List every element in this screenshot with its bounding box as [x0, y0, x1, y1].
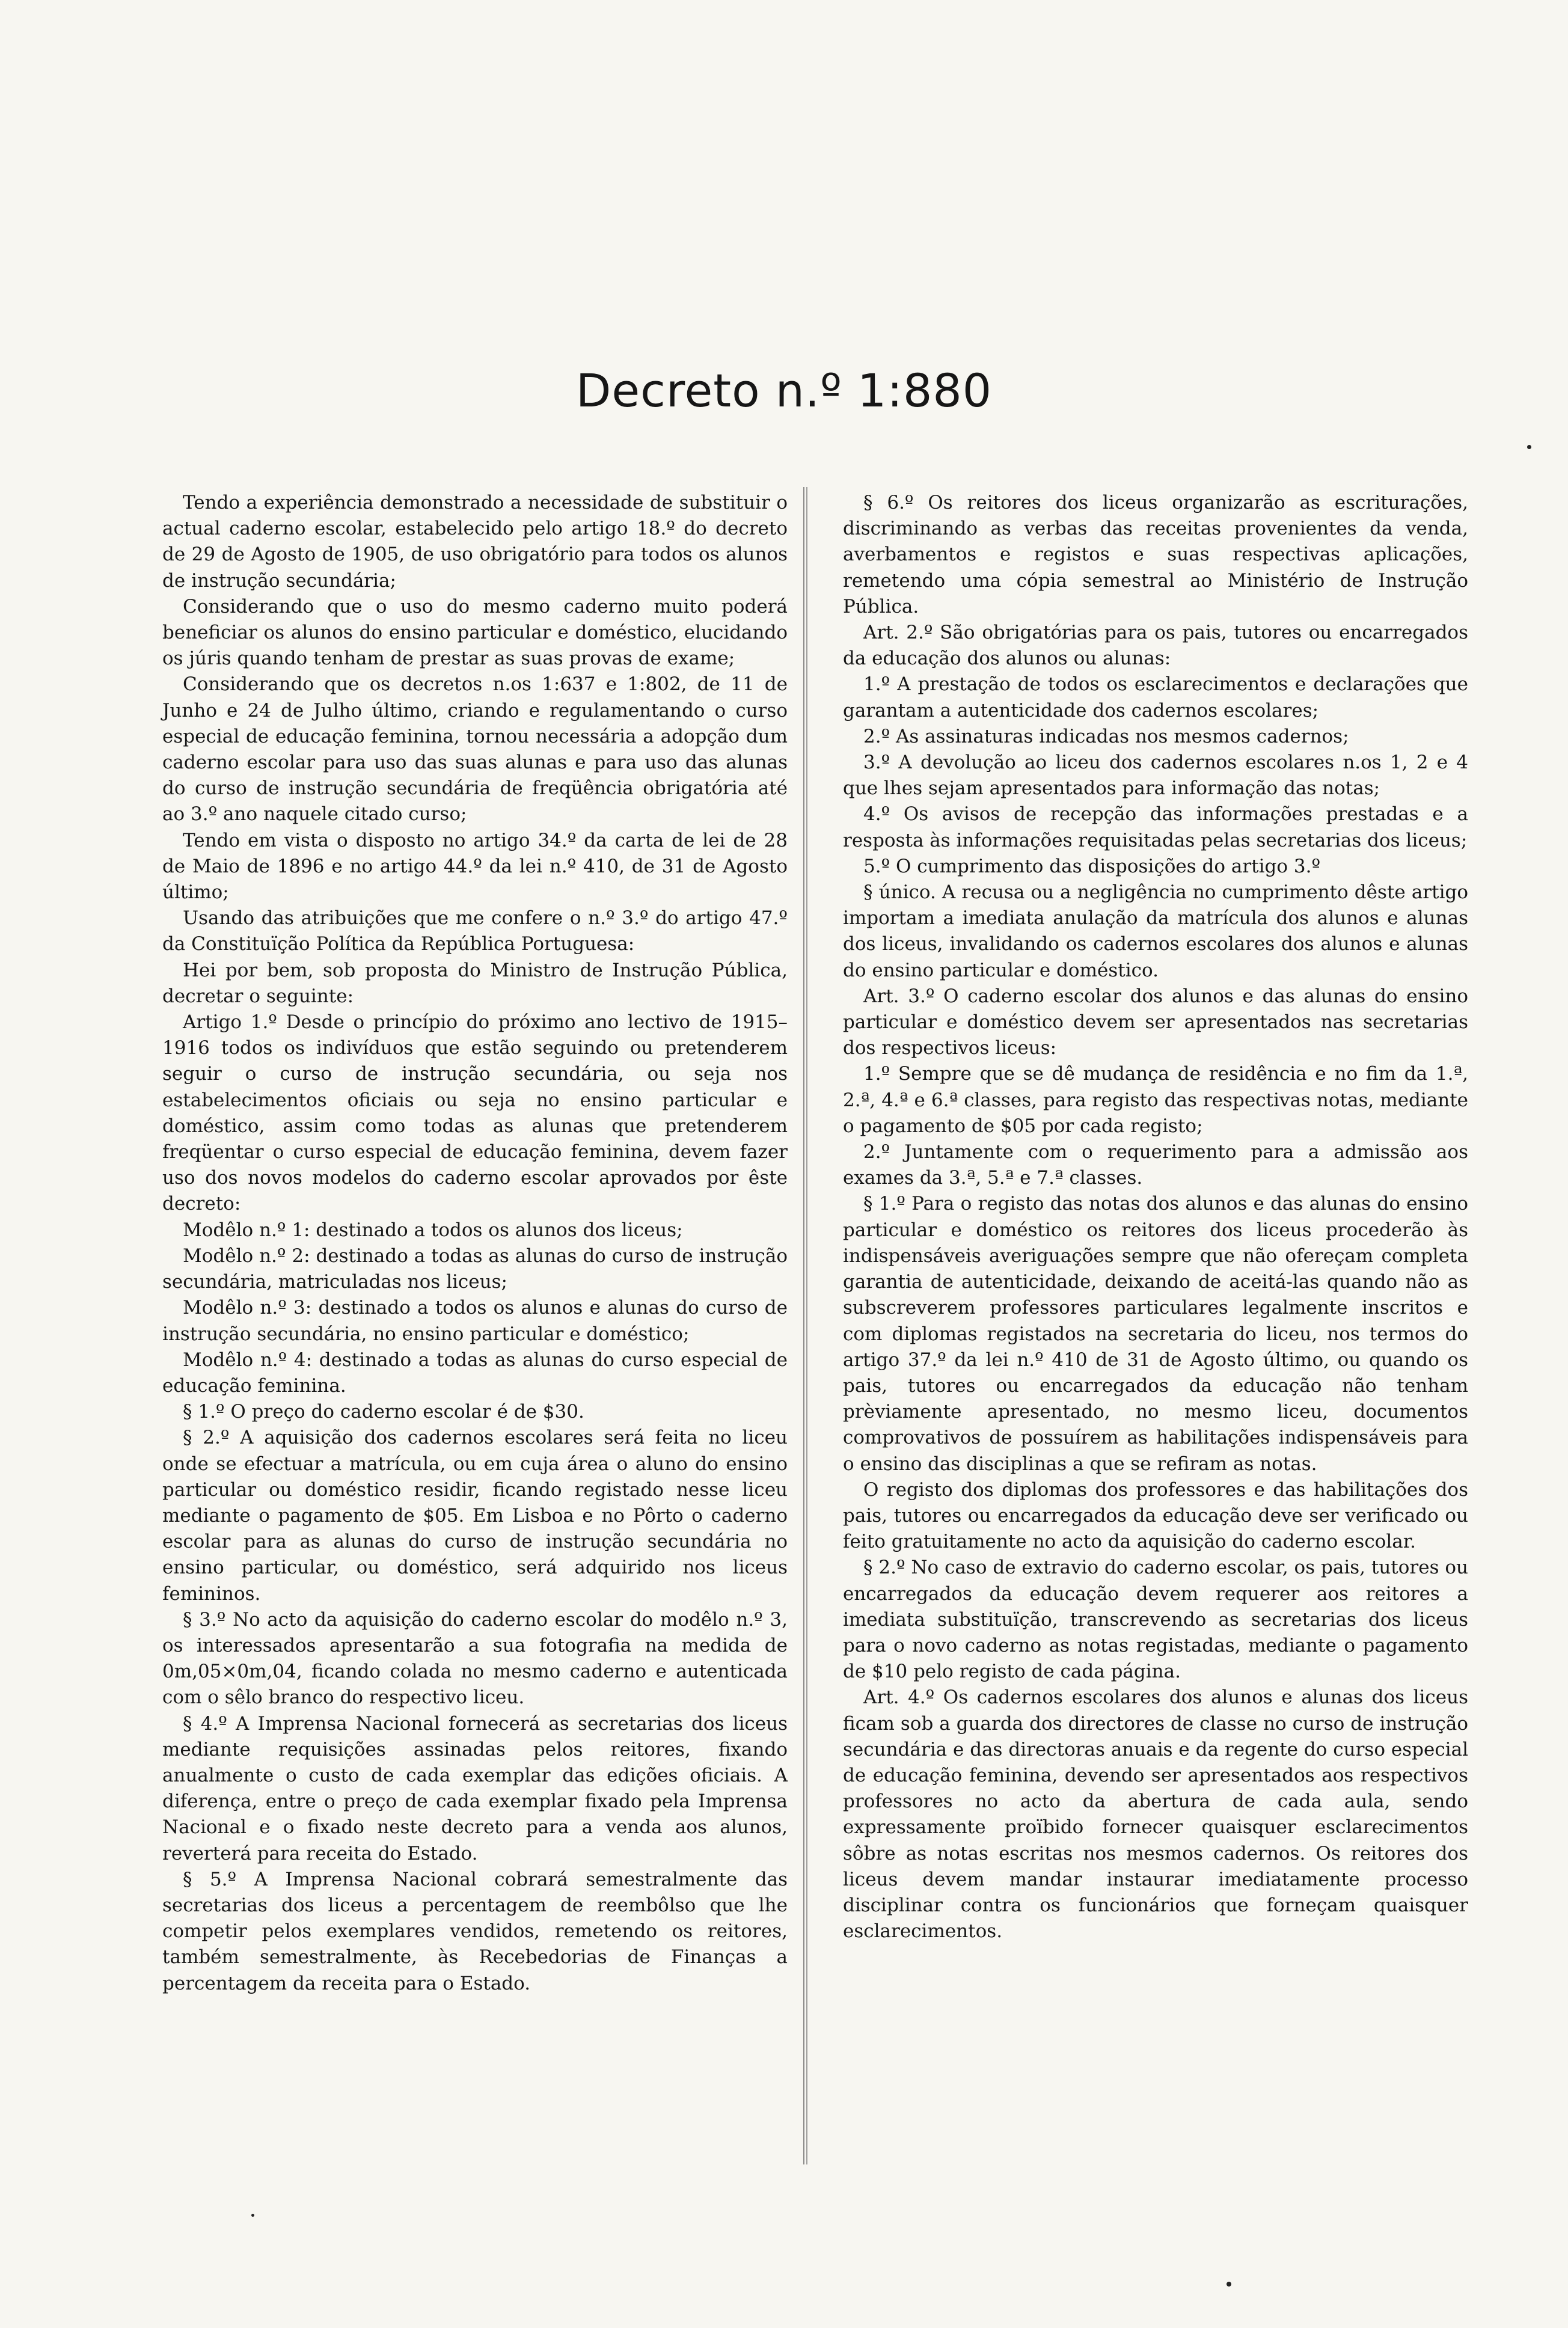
- paragraph: § único. A recusa ou a negligência no cumprimento dêste artigo importam a imediata anulação da matrícula dos alunos e alunas dos liceus, invalidando os cadernos escolares dos alunos e alunas do ensino particular e doméstico.: [843, 881, 1468, 981]
- paragraph: 4.º Os avisos de recepção das informações prestadas e a resposta às informações requisitadas pelas secretarias dos liceus;: [843, 803, 1468, 851]
- paragraph: Modêlo n.º 3: destinado a todos os alunos e alunas do curso de instrução secundária, no ensino particular e doméstico;: [162, 1297, 788, 1345]
- decree-title: Decreto n.º 1:880: [575, 364, 993, 417]
- column-divider: [803, 487, 807, 2164]
- paragraph: Hei por bem, sob proposta do Ministro de Instrução Pública, decretar o seguinte:: [162, 959, 788, 1007]
- print-speck: [251, 2214, 254, 2217]
- paragraph: § 4.º A Imprensa Nacional fornecerá as secretarias dos liceus mediante requisições assinadas pelos reitores, fixando anualmente o custo de cada exemplar das edições oficiais. A diferença, entre o preço de cada exemplar fixado pela Imprensa Nacional e o fixado neste decreto para a venda aos alunos, reverterá para receita do Estado.: [162, 1712, 788, 1864]
- paragraph: Modêlo n.º 4: destinado a todas as alunas do curso especial de educação feminina.: [162, 1349, 788, 1397]
- paragraph: § 3.º No acto da aquisição do caderno escolar do modêlo n.º 3, os interessados apresentarão a sua fotografia na medida de 0m,05×0m,04, ficando colada no mesmo caderno e autenticada com o sêlo branco do respectivo liceu.: [162, 1608, 788, 1709]
- paragraph: § 5.º A Imprensa Nacional cobrará semestralmente das secretarias dos liceus a percentagem de reembôlso que lhe competir pelos exemplares vendidos, remetendo os reitores, também semestralmente, às Recebedorias de Finanças a percentagem da receita para o Estado.: [162, 1868, 788, 1994]
- paragraph: 1.º Sempre que se dê mudança de residência e no fim da 1.ª, 2.ª, 4.ª e 6.ª classes, para registo das respectivas notas, mediante o pagamento de $05 por cada registo;: [843, 1063, 1468, 1137]
- paragraph: Considerando que o uso do mesmo caderno muito poderá beneficiar os alunos do ensino particular e doméstico, elucidando os júris quando tenham de prestar as suas provas de exame;: [162, 595, 788, 670]
- paragraph: 1.º A prestação de todos os esclarecimentos e declarações que garantam a autenticidade dos cadernos escolares;: [843, 673, 1468, 721]
- paragraph: 2.º As assinaturas indicadas nos mesmos cadernos;: [863, 725, 1349, 747]
- paragraph: Art. 4.º Os cadernos escolares dos alunos e alunas dos liceus ficam sob a guarda dos directores de classe no curso de instrução secundária e das directoras anuais e da regente do curso especial de educação feminina, devendo ser apresentados aos respectivos professores no acto da abertura de cada aula, sendo expressamente proïbido fornecer quaisquer esclarecimentos sôbre as notas escritas nos mesmos cadernos. Os reitores dos liceus devem mandar instaurar imediatamente processo disciplinar contra os funcionários que forneçam quaisquer esclarecimentos.: [843, 1686, 1468, 1943]
- left-column: [162, 490, 788, 1997]
- paragraph: Art. 2.º São obrigatórias para os pais, tutores ou encarregados da educação dos alunos ou alunas:: [843, 622, 1468, 670]
- print-speck: [1527, 445, 1531, 449]
- paragraph: § 1.º Para o registo das notas dos alunos e das alunas do ensino particular e doméstico os reitores dos liceus procederão às indispensáveis averiguações sempre que não ofereçam completa garantia de autenticidade, deixando de aceitá-las quando não as subscreverem professores particulares legalmente inscritos e com diplomas registados na secretaria do liceu, nos termos do artigo 37.º da lei n.º 410 de 31 de Agosto último, ou quando os pais, tutores ou encarregados da educação não tenham prèviamente apresentado, no mesmo liceu, documentos comprovativos de possuírem as habilitações indispensáveis para o ensino das disciplinas a que se refiram as notas.: [843, 1193, 1468, 1475]
- paragraph: § 6.º Os reitores dos liceus organizarão as escriturações, discriminando as verbas das receitas provenientes da venda, averbamentos e registos e suas respectivas aplicações, remetendo uma cópia semestral ao Ministério de Instrução Pública.: [843, 492, 1468, 617]
- paragraph: § 2.º A aquisição dos cadernos escolares será feita no liceu onde se efectuar a matrícula, ou em cuja área o aluno do ensino particular ou doméstico residir, ficando registado nesse liceu mediante o pagamento de $05. Em Lisboa e no Pôrto o caderno escolar para as alunas do curso de instrução secundária no ensino particular, ou doméstico, será adquirido nos liceus femininos.: [162, 1427, 788, 1605]
- paragraph: Usando das atribuições que me confere o n.º 3.º do artigo 47.º da Constituïção Política da República Portuguesa:: [162, 907, 788, 955]
- paragraph: O registo dos diplomas dos professores e das habilitações dos pais, tutores ou encarregados da educação deve ser verificado ou feito gratuitamente no acto da aquisição do caderno escolar.: [843, 1478, 1468, 1553]
- paragraph: Art. 3.º O caderno escolar dos alunos e das alunas do ensino particular e doméstico devem ser apresentados nas secretarias dos respectivos liceus:: [843, 985, 1468, 1059]
- paragraph: 3.º A devolução ao liceu dos cadernos escolares n.os 1, 2 e 4 que lhes sejam apresentados para informação das notas;: [843, 752, 1468, 800]
- paragraph: Considerando que os decretos n.os 1:637 e 1:802, de 11 de Junho e 24 de Julho último, criando e regulamentando o curso especial de educação feminina, tornou necessária a adopção dum caderno escolar para uso das suas alunas e para uso das alunas do curso de instrução secundária de freqüência obrigatória até ao 3.º ano naquele citado curso;: [162, 673, 788, 826]
- paragraph: Tendo em vista o disposto no artigo 34.º da carta de lei de 28 de Maio de 1896 e no artigo 44.º da lei n.º 410, de 31 de Agosto último;: [162, 829, 788, 904]
- paragraph: § 2.º No caso de extravio do caderno escolar, os pais, tutores ou encarregados da educação devem requerer aos reitores a imediata substituïção, transcrevendo as secretarias dos liceus para o novo caderno as notas registadas, mediante o pagamento de $10 pelo registo de cada página.: [843, 1557, 1468, 1683]
- paragraph: 5.º O cumprimento das disposições do artigo 3.º: [863, 855, 1321, 877]
- print-speck: [1227, 2282, 1231, 2287]
- paragraph: Modêlo n.º 1: destinado a todos os alunos dos liceus;: [183, 1219, 683, 1241]
- paragraph: Artigo 1.º Desde o princípio do próximo ano lectivo de 1915–1916 todos os indivíduos que estão seguindo ou pretenderem seguir o curso de instrução secundária, ou seja nos estabelecimentos oficiais ou seja no ensino particular e doméstico, assim como todas as alunas que pretenderem freqüentar o curso especial de educação feminina, devem fazer uso dos novos modelos do caderno escolar aprovados por êste decreto:: [162, 1011, 788, 1215]
- paragraph: Tendo a experiência demonstrado a necessidade de substituir o actual caderno escolar, estabelecido pelo artigo 18.º do decreto de 29 de Agosto de 1905, de uso obrigatório para todos os alunos de instrução secundária;: [162, 492, 788, 592]
- right-column: [843, 490, 1468, 1944]
- paragraph: § 1.º O preço do caderno escolar é de $30.: [183, 1401, 584, 1423]
- paragraph: 2.º Juntamente com o requerimento para a admissão aos exames da 3.ª, 5.ª e 7.ª classes.: [843, 1141, 1468, 1189]
- paragraph: Modêlo n.º 2: destinado a todas as alunas do curso de instrução secundária, matriculadas nos liceus;: [162, 1245, 788, 1293]
